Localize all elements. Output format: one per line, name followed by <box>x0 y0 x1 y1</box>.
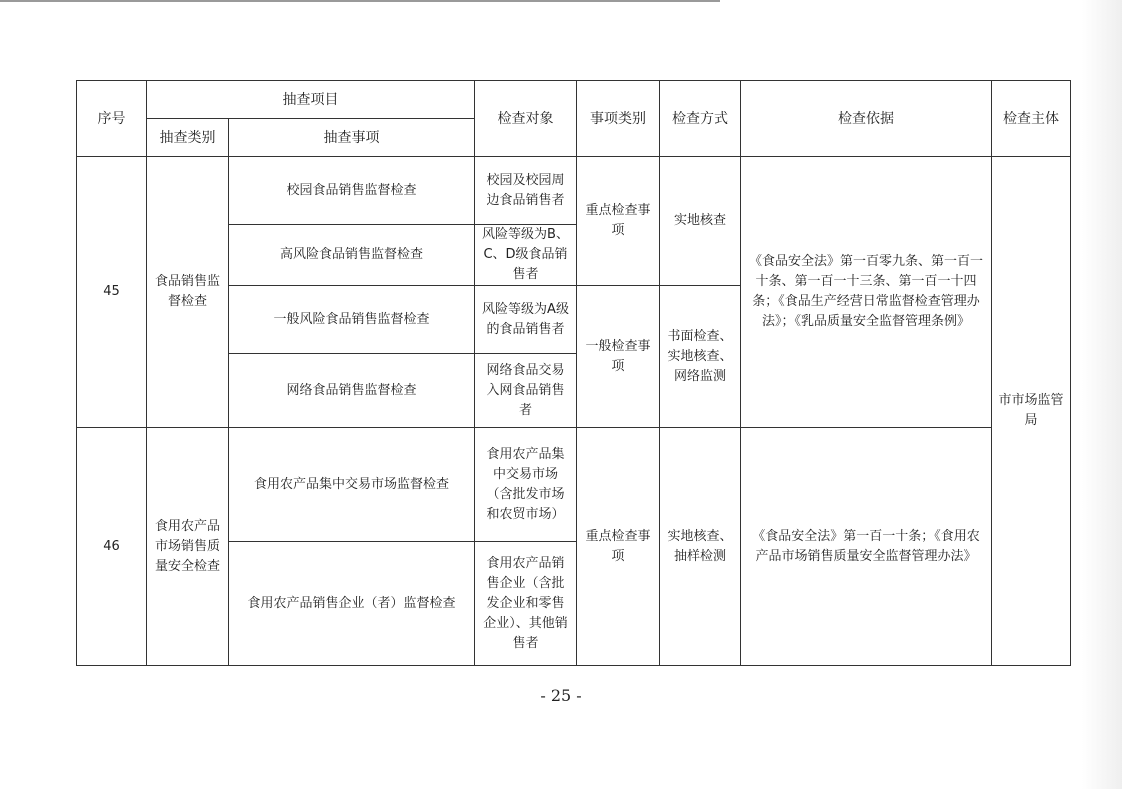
row-type: 重点检查事项 <box>577 157 660 286</box>
header-basis: 检查依据 <box>741 81 992 157</box>
row-seq: 45 <box>77 157 147 428</box>
inspection-table <box>76 80 1071 666</box>
row-type: 重点检查事项 <box>577 428 660 666</box>
header-seq: 序号 <box>77 81 147 157</box>
header-subject: 检查主体 <box>992 81 1071 157</box>
row-category: 食用农产品市场销售质量安全检查 <box>147 428 229 666</box>
row-basis: 《食品安全法》第一百一十条；《食用农产品市场销售质量安全监督管理办法》 <box>741 428 992 666</box>
header-target: 检查对象 <box>475 81 577 157</box>
header-type: 事项类别 <box>577 81 660 157</box>
header-item-group: 抽查项目 <box>147 81 475 119</box>
row-basis: 《食品安全法》第一百零九条、第一百一十条、第一百一十三条、第一百一十四条；《食品生产经营日常监督检查管理办法》；《乳品质量安全监督管理条例》 <box>741 157 992 428</box>
scan-edge-shadow <box>1082 0 1122 789</box>
row-target: 风险等级为B、C、D级食品销售者 <box>475 225 577 286</box>
row-method: 实地核查、抽样检测 <box>660 428 741 666</box>
row-matter: 食用农产品集中交易市场监督检查 <box>229 428 475 542</box>
scan-top-line <box>0 0 720 2</box>
row-subject: 市市场监管局 <box>992 157 1071 666</box>
row-target: 食用农产品集中交易市场（含批发市场和农贸市场） <box>475 428 577 542</box>
row-category: 食品销售监督检查 <box>147 157 229 428</box>
header-method: 检查方式 <box>660 81 741 157</box>
row-method: 实地核查 <box>660 157 741 286</box>
row-type: 一般检查事项 <box>577 286 660 428</box>
row-matter: 网络食品销售监督检查 <box>229 354 475 428</box>
header-matter: 抽查事项 <box>229 119 475 157</box>
row-method: 书面检查、实地核查、网络监测 <box>660 286 741 428</box>
table-row <box>77 428 1071 542</box>
page-number: - 25 - <box>540 686 582 705</box>
header-category: 抽查类别 <box>147 119 229 157</box>
row-seq: 46 <box>77 428 147 666</box>
row-target: 食用农产品销售企业（含批发企业和零售企业）、其他销售者 <box>475 542 577 666</box>
row-matter: 校园食品销售监督检查 <box>229 157 475 225</box>
row-matter: 食用农产品销售企业（者）监督检查 <box>229 542 475 666</box>
row-target: 校园及校园周边食品销售者 <box>475 157 577 225</box>
row-matter: 高风险食品销售监督检查 <box>229 225 475 286</box>
table-row <box>77 157 1071 225</box>
row-target: 网络食品交易入网食品销售者 <box>475 354 577 428</box>
row-matter: 一般风险食品销售监督检查 <box>229 286 475 354</box>
row-target: 风险等级为A级的食品销售者 <box>475 286 577 354</box>
